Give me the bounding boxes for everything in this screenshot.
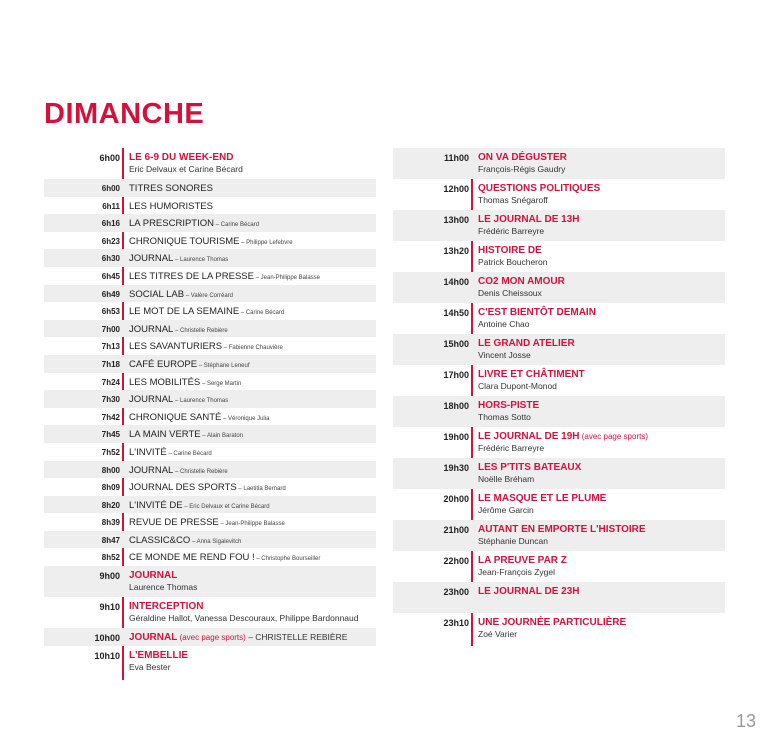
- program-time: 8h00: [101, 465, 120, 475]
- program-host: Carine Bécard: [220, 222, 260, 229]
- program-title: LES SAVANTURIERS – Fabienne Chauvière: [129, 341, 283, 353]
- program-host: Laurence Thomas: [180, 257, 229, 264]
- schedule-row: [393, 427, 725, 458]
- program-title: LE JOURNAL DE 13H: [478, 214, 580, 225]
- program-info: [129, 513, 376, 531]
- schedule-row: [44, 461, 376, 479]
- program-time: 7h00: [101, 324, 120, 334]
- program-info: [129, 320, 376, 338]
- program-info: [129, 566, 376, 597]
- program-title: C'EST BIENTÔT DEMAIN: [478, 307, 596, 318]
- program-time: 7h52: [101, 447, 120, 457]
- schedule-row: [44, 443, 376, 461]
- program-time: 6h16: [101, 219, 120, 229]
- program-info: [129, 548, 376, 566]
- page-number: 13: [735, 711, 756, 731]
- program-host: Stéphane Leneuf: [203, 362, 250, 369]
- program-title: LES HUMORISTES: [129, 200, 213, 212]
- schedule-row: [44, 478, 376, 496]
- program-host: Carine Bécard: [245, 310, 285, 317]
- program-host: Denis Cheissoux: [478, 288, 542, 298]
- program-info: [478, 613, 725, 644]
- program-title: HORS-PISTE: [478, 400, 540, 411]
- program-host: Alain Baraton: [206, 433, 244, 440]
- program-time: 15h00: [443, 339, 469, 349]
- program-info: [129, 496, 376, 514]
- program-host: Eric Delvaux et Carine Bécard: [189, 503, 270, 510]
- program-time: 6h49: [101, 289, 120, 299]
- schedule-row: [44, 148, 376, 179]
- program-info: [129, 249, 376, 267]
- program-time: 8h09: [101, 483, 120, 493]
- program-title: JOURNAL – Laurence Thomas: [129, 394, 229, 406]
- program-info: [129, 302, 376, 320]
- program-info: [129, 267, 376, 285]
- program-time: 13h20: [443, 246, 469, 256]
- schedule-row: [393, 489, 725, 520]
- program-info: [129, 390, 376, 408]
- program-info: [478, 458, 725, 489]
- program-host: Laurence Thomas: [129, 582, 198, 593]
- program-info: [478, 396, 725, 427]
- program-time: 13h00: [443, 215, 469, 225]
- schedule-row: [393, 458, 725, 489]
- program-title: CAFÉ EUROPE – Stéphane Leneuf: [129, 358, 250, 370]
- schedule-row: [44, 425, 376, 443]
- program-time: 7h13: [101, 342, 120, 352]
- schedule-row: [44, 548, 376, 566]
- program-title: JOURNAL – Christelle Rebière: [129, 323, 228, 335]
- program-info: [129, 646, 376, 677]
- schedule-row: [44, 267, 376, 285]
- program-title: LE MASQUE ET LE PLUME: [478, 493, 607, 504]
- program-title: UNE JOURNÉE PARTICULIÈRE: [478, 617, 627, 628]
- program-title: CHRONIQUE TOURISME – Philippe Lefebvre: [129, 235, 293, 247]
- program-title: LE GRAND ATELIER: [478, 338, 575, 349]
- program-info: [129, 597, 376, 628]
- program-info: [478, 241, 725, 272]
- program-host: Jean-Philippe Balasse: [225, 521, 285, 528]
- program-host: Frédéric Barreyre: [478, 443, 545, 453]
- program-info: [478, 520, 725, 551]
- schedule-row: [44, 249, 376, 267]
- schedule-row: [44, 390, 376, 408]
- program-info: [478, 179, 725, 210]
- program-host: Fabienne Chauvière: [228, 345, 283, 352]
- schedule-left-column: [44, 148, 376, 677]
- program-time: 6h45: [101, 271, 120, 281]
- program-host: Géraldine Hallot, Vanessa Descouraux, Philippe Bardonnaud: [129, 613, 359, 624]
- program-host: Christelle Rebière: [180, 327, 228, 334]
- program-title: JOURNAL – Laurence Thomas: [129, 253, 229, 265]
- program-title: CLASSIC&CO – Anna Sigalevitch: [129, 534, 242, 546]
- program-info: [129, 179, 376, 197]
- program-info: [129, 461, 376, 479]
- schedule-row: [44, 197, 376, 215]
- program-title: REVUE DE PRESSE – Jean-Philippe Balasse: [129, 517, 285, 529]
- program-info: [129, 531, 376, 549]
- schedule-row: [393, 613, 725, 644]
- program-title: HISTOIRE DE: [478, 245, 542, 256]
- program-time: 6h30: [101, 254, 120, 264]
- program-host: Christelle Rebière: [180, 468, 228, 475]
- schedule-row: [393, 582, 725, 613]
- program-annotation: (avec page sports): [579, 432, 648, 441]
- schedule-row: [44, 628, 376, 646]
- program-info: [129, 148, 376, 179]
- program-host: Philippe Lefebvre: [246, 239, 293, 246]
- program-info: [129, 232, 376, 250]
- program-info: [478, 210, 725, 241]
- schedule-row: [393, 179, 725, 210]
- program-time: 6h23: [101, 236, 120, 246]
- program-title: LES MOBILITÉS – Serge Martin: [129, 376, 242, 388]
- program-host: Stéphanie Duncan: [478, 536, 548, 546]
- program-time: 19h30: [443, 463, 469, 473]
- program-title: LE MOT DE LA SEMAINE – Carine Bécard: [129, 306, 285, 318]
- program-title: LE JOURNAL DE 19H (avec page sports): [478, 431, 648, 442]
- program-info: [129, 355, 376, 373]
- program-title: JOURNAL: [129, 570, 178, 582]
- program-info: [129, 443, 376, 461]
- program-host: Clara Dupont-Monod: [478, 381, 557, 391]
- program-info: [478, 365, 725, 396]
- program-title: JOURNAL – Christelle Rebière: [129, 464, 228, 476]
- program-time: 7h42: [101, 412, 120, 422]
- program-host: Noëlle Bréham: [478, 474, 535, 484]
- program-host: Zoé Varier: [478, 629, 518, 639]
- program-host: François-Régis Gaudry: [478, 164, 566, 174]
- program-time: 14h00: [443, 277, 469, 287]
- program-title: CE MONDE ME REND FOU ! – Christophe Bourseiller: [129, 552, 321, 564]
- program-time: 20h00: [443, 494, 469, 504]
- program-title: LIVRE ET CHÂTIMENT: [478, 369, 585, 380]
- program-time: 8h39: [101, 518, 120, 528]
- program-title: LES P'TITS BATEAUX: [478, 462, 582, 473]
- program-title: LE JOURNAL DE 23H: [478, 586, 580, 597]
- schedule-row: [393, 272, 725, 303]
- program-title: INTERCEPTION: [129, 601, 204, 613]
- program-info: [129, 337, 376, 355]
- program-time: 6h00: [99, 153, 120, 163]
- program-info: [478, 303, 725, 334]
- schedule-row: [44, 320, 376, 338]
- program-host: Carine Bécard: [173, 450, 212, 457]
- program-info: [129, 628, 376, 646]
- program-title: LE 6-9 DU WEEK-END: [129, 152, 234, 163]
- program-host: Christophe Bourseiller: [261, 556, 321, 563]
- program-host: Véronique Julia: [228, 415, 270, 422]
- program-time: 8h47: [101, 535, 120, 545]
- program-info: [478, 334, 725, 365]
- program-info: [129, 373, 376, 391]
- program-time: 23h00: [443, 587, 469, 597]
- program-time: 7h45: [101, 430, 120, 440]
- program-time: 7h18: [101, 359, 120, 369]
- program-time: 6h53: [101, 307, 120, 317]
- schedule-row: [44, 179, 376, 197]
- program-info: [478, 427, 725, 458]
- schedule-row: [44, 513, 376, 531]
- program-time: 18h00: [443, 401, 469, 411]
- schedule-row: [44, 214, 376, 232]
- program-time: 12h00: [443, 184, 469, 194]
- program-host: Thomas Sotto: [478, 412, 531, 422]
- program-title: L'INVITÉ – Carine Bécard: [129, 446, 212, 458]
- schedule-row: [44, 355, 376, 373]
- program-info: [129, 285, 376, 303]
- program-info: [129, 408, 376, 426]
- schedule-row: [393, 365, 725, 396]
- schedule-row: [393, 396, 725, 427]
- schedule-row: [44, 531, 376, 549]
- program-info: [478, 489, 725, 520]
- program-host: Laurence Thomas: [180, 398, 229, 405]
- program-title: LA PRESCRIPTION – Carine Bécard: [129, 218, 260, 230]
- program-title: JOURNAL (avec page sports) – CHRISTELLE REBIÈRE: [129, 632, 348, 644]
- program-time: 22h00: [443, 556, 469, 566]
- schedule-row: [44, 337, 376, 355]
- program-time: 8h52: [101, 553, 120, 563]
- program-time: 8h20: [101, 500, 120, 510]
- program-info: [478, 551, 725, 582]
- program-time: 7h24: [101, 377, 120, 387]
- program-title: LA PREUVE PAR Z: [478, 555, 567, 566]
- program-annotation: (avec page sports): [177, 633, 246, 643]
- schedule-row: [44, 408, 376, 426]
- program-title: LES TITRES DE LA PRESSE – Jean-Philippe Balasse: [129, 270, 321, 282]
- program-time: 6h00: [101, 184, 120, 193]
- schedule-row: [44, 496, 376, 514]
- schedule-row: [44, 646, 376, 677]
- schedule-row: [44, 232, 376, 250]
- program-time: 7h30: [101, 395, 120, 405]
- program-title: AUTANT EN EMPORTE L'HISTOIRE: [478, 524, 646, 535]
- program-host: Serge Martin: [206, 380, 242, 387]
- program-time: 11h00: [443, 153, 469, 163]
- program-info: [478, 272, 725, 303]
- program-title: CO2 MON AMOUR: [478, 276, 565, 287]
- schedule-right-column: [393, 148, 725, 644]
- program-title: ON VA DÉGUSTER: [478, 152, 567, 163]
- schedule-row: [44, 373, 376, 391]
- program-time: 9h00: [99, 571, 120, 582]
- program-host: Antoine Chao: [478, 319, 530, 329]
- program-time: 19h00: [443, 432, 469, 442]
- schedule-row: [44, 285, 376, 303]
- program-info: [478, 148, 725, 179]
- schedule-row: [393, 520, 725, 551]
- program-title: L'INVITÉ DE – Eric Delvaux et Carine Bécard: [129, 499, 270, 511]
- program-title: LA MAIN VERTE – Alain Baraton: [129, 429, 244, 441]
- program-time: 21h00: [443, 525, 469, 535]
- program-info: [129, 425, 376, 443]
- schedule-row: [44, 302, 376, 320]
- program-title: JOURNAL DES SPORTS – Laetitia Bernard: [129, 482, 286, 494]
- program-host: Thomas Snégaroff: [478, 195, 548, 205]
- schedule-row: [393, 334, 725, 365]
- program-title: SOCIAL LAB – Valère Corréard: [129, 288, 234, 300]
- program-host: Eric Delvaux et Carine Bécard: [129, 164, 243, 174]
- program-host: – CHRISTELLE REBIÈRE: [245, 632, 348, 643]
- program-info: [129, 197, 376, 215]
- program-time: 10h00: [94, 633, 120, 644]
- program-info: [129, 478, 376, 496]
- program-info: [129, 214, 376, 232]
- program-title: TITRES SONORES: [129, 183, 213, 194]
- program-time: 23h10: [443, 618, 469, 628]
- program-info: [478, 582, 725, 613]
- program-time: 17h00: [443, 370, 469, 380]
- program-time: 9h10: [99, 602, 120, 613]
- program-title: L'EMBELLIE: [129, 649, 189, 661]
- schedule-row: [393, 551, 725, 582]
- schedule-row: [393, 148, 725, 179]
- program-time: 10h10: [94, 650, 120, 661]
- program-host: Patrick Boucheron: [478, 257, 548, 267]
- program-time: 6h11: [102, 201, 120, 211]
- schedule-row: [393, 241, 725, 272]
- program-host: Anna Sigalevitch: [196, 538, 242, 545]
- program-host: Valère Corréard: [190, 292, 234, 299]
- program-host: Eva Bester: [129, 661, 171, 672]
- program-title: CHRONIQUE SANTÉ – Véronique Julia: [129, 411, 270, 423]
- program-host: Frédéric Barreyre: [478, 226, 545, 236]
- program-host: Jean-François Zygel: [478, 567, 556, 577]
- program-host: Laetitia Bernard: [243, 486, 286, 493]
- schedule-row: [44, 597, 376, 628]
- program-host: Jean-Philippe Balasse: [260, 274, 321, 281]
- program-host: Vincent Josse: [478, 350, 531, 360]
- program-title: QUESTIONS POLITIQUES: [478, 183, 601, 194]
- schedule-row: [393, 210, 725, 241]
- program-host: Jérôme Garcin: [478, 505, 534, 515]
- schedule-row: [44, 566, 376, 597]
- program-time: 14h50: [443, 308, 469, 318]
- page-title: DIMANCHE: [44, 98, 205, 130]
- schedule-row: [393, 303, 725, 334]
